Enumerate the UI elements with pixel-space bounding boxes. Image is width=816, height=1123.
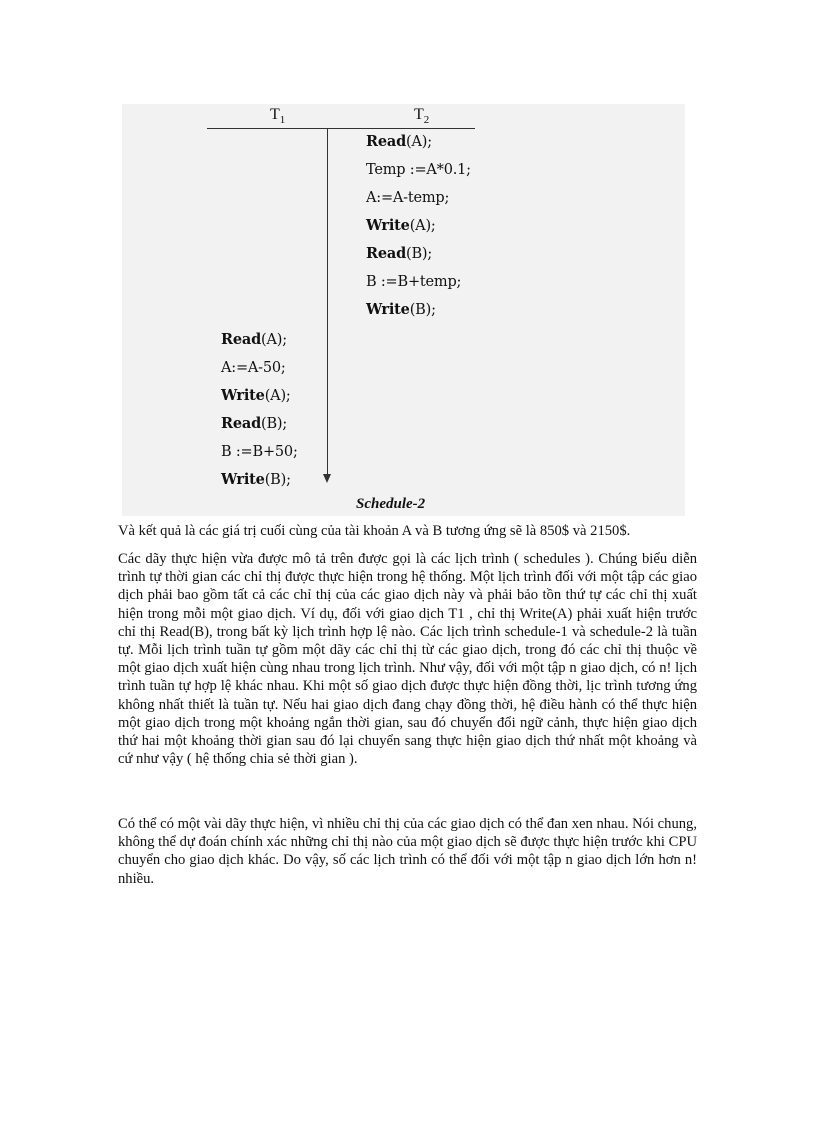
paragraph-schedules: Các dãy thực hiện vừa được mô tả trên được gọi là các lịch trình ( schedules ). Chúng biểu diễn trình tự thời gian các chỉ thị được thực hiện trong hệ thống. Một lịch trình đối với một tập các giao dịch phải bao gồm tất cả các chỉ thị của các giao dịch này và phải bảo tồn thứ tự các chỉ thị xuất hiện trong mỗi một giao dịch. Ví dụ, đối với giao dịch T1 , chỉ thị Write(A) phải xuất hiện trước chỉ thị Read(B), trong bất kỳ lịch trình hợp lệ nào. Các lịch trình schedule-1 và schedule-2 là tuần tự. Mỗi lịch trình tuần tự gồm một dãy các chỉ thị từ các giao dịch, trong đó các chỉ thị thuộc về một giao dịch xuất hiện cùng nhau trong lịch trình. Như vậy, đối với một tập n giao dịch, có n! lịch trình tuần tự hợp lệ khác nhau. Khi một số giao dịch được thực hiện đồng thời, lịc trình tương ứng không nhất thiết là tuần tự. Nếu hai giao dịch đang chạy đồng thời, hệ điều hành có thể thực hiện một giao dịch trong một khoảng ngắn thời gian, sau đó chuyển đổi ngữ cảnh, thực hiện giao dịch thứ hai một khoảng thời gian sau đó lại chuyển sang thực hiện giao dịch thứ nhất một khoảng và cứ như vậy ( hệ thống chia sẻ thời gian ).: [118, 551, 697, 768]
t1-statements: [221, 326, 298, 494]
t2-step: Read(B);: [366, 245, 433, 262]
paragraph-interleaving: Có thể có một vài dãy thực hiện, vì nhiều chỉ thị của các giao dịch có thể đan xen nhau. Nói chung, không thể dự đoán chính xác những chỉ thị nào của một giao dịch sẽ được thực hiện trước khi CPU chuyển cho giao dịch khác. Do vậy, số các lịch trình có thể đối với một tập n giao dịch lớn hơn n! nhiều.: [118, 816, 697, 887]
t2-step: Read(A);: [366, 133, 432, 150]
t2-step: Temp :=A*0.1;: [366, 162, 471, 178]
t2-step: Write(A);: [366, 217, 436, 234]
t1-step: B :=B+50;: [221, 444, 298, 460]
paragraph-result: Và kết quả là các giá trị cuối cùng của tài khoản A và B tương ứng sẽ là 850$ và 2150$.: [118, 523, 631, 539]
t1-step: Read(B);: [221, 415, 288, 432]
t2-header: $T_2$: [414, 106, 430, 127]
t1-step: A:=A-50;: [221, 360, 286, 376]
t1-step: Write(A);: [221, 387, 291, 404]
t1-step: Read(A);: [221, 331, 287, 348]
timeline-axis: [327, 128, 328, 478]
figure-caption: Schedule-2: [356, 496, 426, 512]
t1-header: $T_1$: [270, 106, 286, 127]
t2-step: Write(B);: [366, 301, 436, 318]
t2-step: A:=A-temp;: [366, 190, 450, 206]
t2-step: B :=B+temp;: [366, 274, 462, 290]
schedule-figure: [122, 104, 685, 516]
t2-statements: [366, 128, 471, 324]
t1-step: Write(B);: [221, 471, 291, 488]
timeline-arrowhead-icon: [323, 474, 331, 483]
